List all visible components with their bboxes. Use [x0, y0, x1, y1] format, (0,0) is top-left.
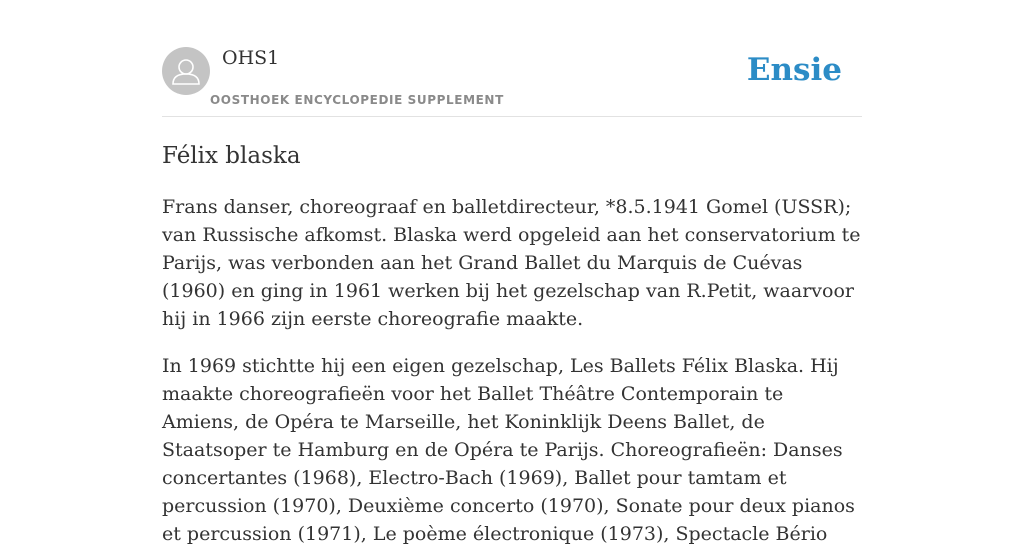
author-name[interactable]: OHS1: [222, 47, 280, 69]
ensie-logo[interactable]: Ensie: [746, 52, 842, 88]
user-icon: [162, 47, 210, 95]
article-paragraph: In 1969 stichtte hij een eigen gezelschap, Les Ballets Félix Blaska. Hij maakte choreografieën voor het Ballet Théâtre Contemporain te Amiens, de Opéra te Marseille, het Koninklijk Deens Ballet, de Staatsoper te Hamburg en de Opéra te Parijs. Choreografieën: Danses concertantes (1968), Electro-Bach (1969), Ballet pour tamtam et percussion (1970), Deuxième concerto (1970), Sonate pour deux pianos et percussion (1971), Le poème électronique (1973), Spectacle Bério: [162, 355, 855, 545]
article-page: [162, 0, 862, 548]
article-paragraph: Frans danser, choreograaf en balletdirecteur, *8.5.1941 Gomel (USSR); van Russische afkomst. Blaska werd opgeleid aan het conservatorium te Parijs, was verbonden aan het Grand Ballet du Marquis de Cuévas (1960) en ging in 1961 werken bij het gezelschap van R.Petit, waarvoor hij in 1966 zijn eerste choreografie maakte.: [162, 196, 861, 330]
avatar[interactable]: [162, 47, 210, 95]
source-label: OOSTHOEK ENCYCLOPEDIE SUPPLEMENT: [210, 93, 504, 107]
page-title: Félix blaska: [162, 143, 301, 169]
article-header: [162, 0, 862, 117]
